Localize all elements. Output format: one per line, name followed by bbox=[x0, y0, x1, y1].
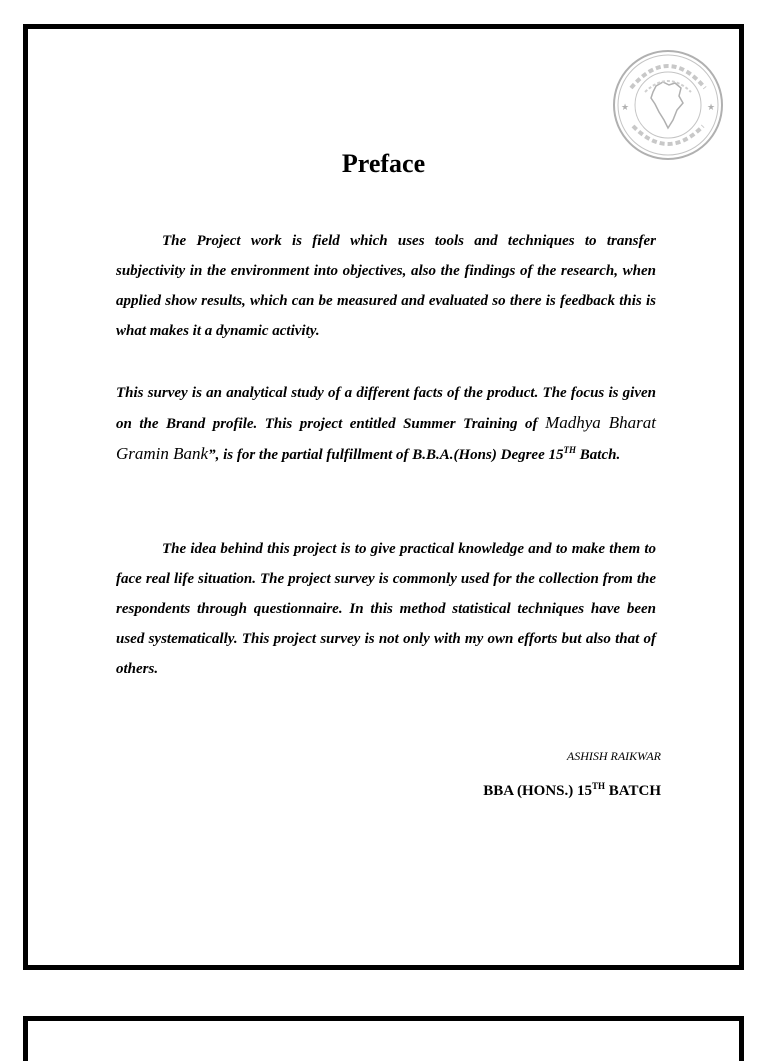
paragraph-3-text: The idea behind this project is to give practical knowledge and to make them to face real life situation. The project survey is commonly used for the collection from the respondents through questionnaire. In this method statistical techniques have been used systematically. This project survey is not only with my own efforts but also that of others. bbox=[116, 541, 656, 677]
signature-name: ASHISH RAIKWAR bbox=[566, 749, 661, 763]
paragraph-2-part3: Batch. bbox=[576, 447, 621, 463]
preface-paragraph-3 bbox=[116, 534, 656, 684]
next-page-edge bbox=[23, 1016, 744, 1061]
batch-suffix: BATCH bbox=[605, 783, 661, 799]
batch-prefix: BBA (HONS.) 15 bbox=[483, 783, 592, 799]
svg-text:★: ★ bbox=[621, 103, 630, 113]
paragraph-2-superscript: TH bbox=[563, 445, 577, 455]
preface-paragraph-1 bbox=[116, 226, 656, 346]
paragraph-2-part1: This survey is an analytical study of a different facts of the product. The focus is given on the Brand profile. This project entitled Summer Training of bbox=[116, 385, 656, 432]
bank-name: Madhya Bharat Gramin Bank bbox=[116, 413, 656, 463]
page-title: Preface bbox=[341, 149, 426, 178]
document-page bbox=[23, 24, 744, 970]
batch-superscript: TH bbox=[592, 781, 606, 791]
paragraph-2-part2: ”, is for the partial fulfillment of B.B.A.(Hons) Degree 15 bbox=[208, 447, 564, 463]
paragraph-1-text: The Project work is field which uses tools and techniques to transfer subjectivity in the environment into objectives, also the findings of the research, when applied show results, which can be measured and evaluated so there is feedback this is what makes it a dynamic activity. bbox=[116, 233, 656, 339]
preface-paragraph-2 bbox=[116, 378, 656, 470]
svg-text:★: ★ bbox=[707, 103, 716, 113]
bank-seal-icon bbox=[611, 48, 725, 162]
signature-batch bbox=[483, 783, 661, 800]
